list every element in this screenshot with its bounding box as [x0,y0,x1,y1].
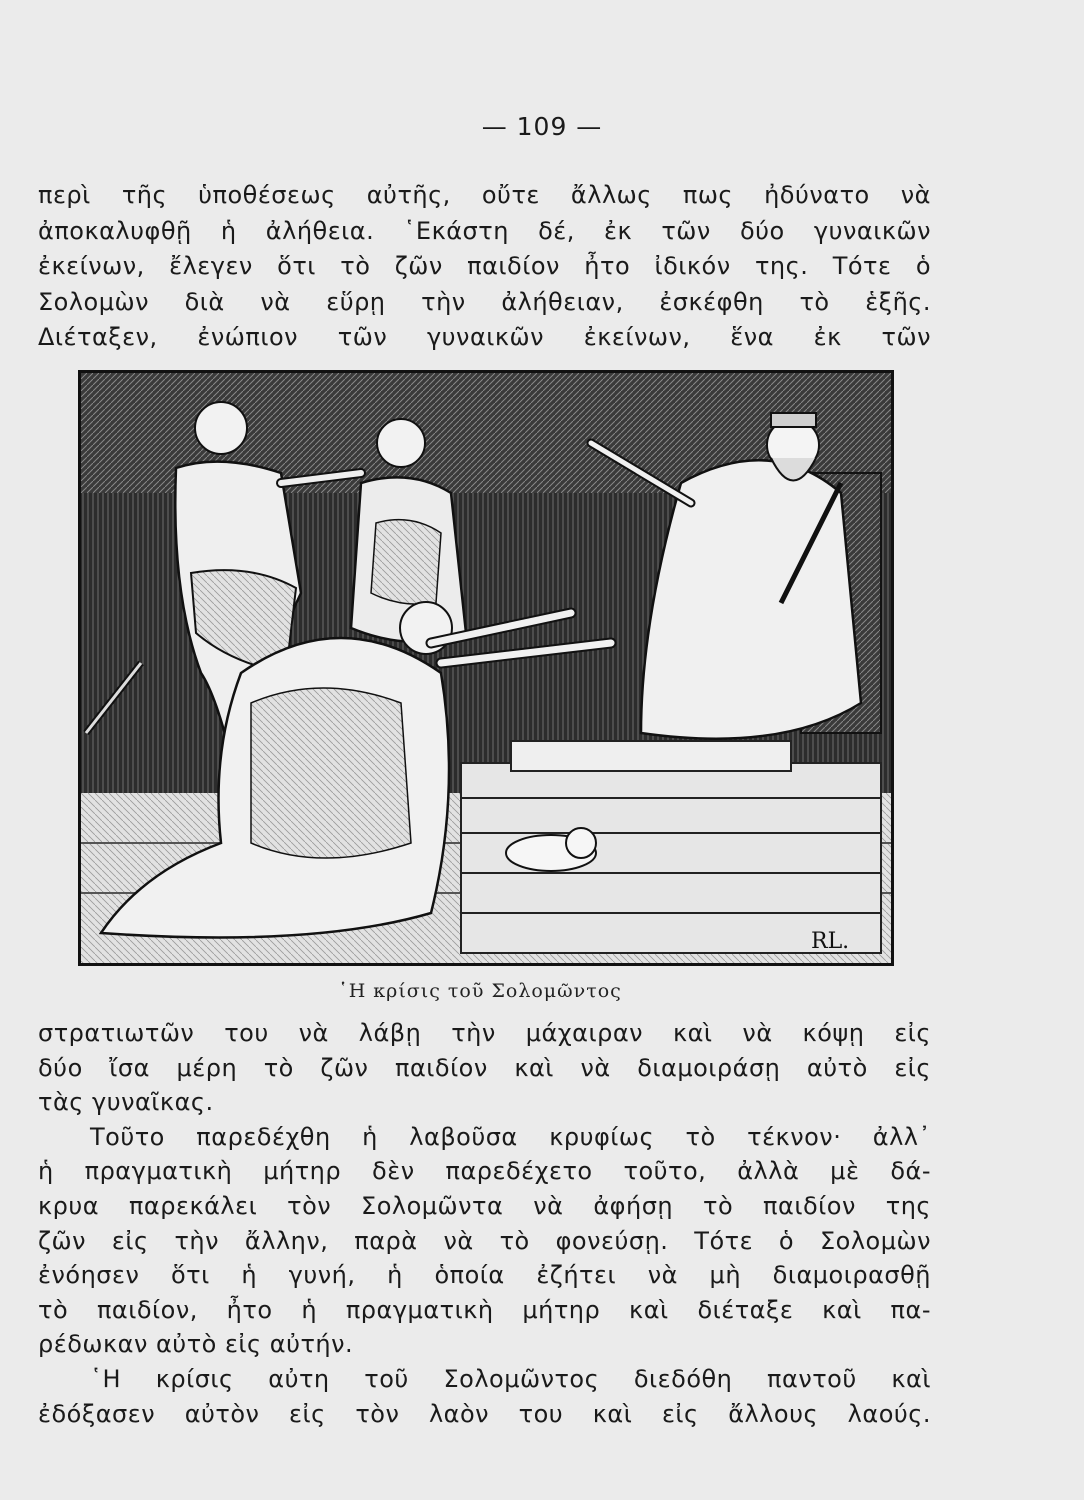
text-line: τὸ παιδίον, ἦτο ἡ πραγματικὴ μήτηρ καὶ διέταξε καὶ πα- [38,1295,931,1324]
text-line: ρέδωκαν αὐτὸ εἰς αὐτήν. [38,1330,354,1359]
page-number: — 109 — [481,112,603,141]
illustration-monogram: RL. [811,929,850,954]
text-line: στρατιωτῶν του νὰ λάβῃ τὴν μάχαιραν καὶ νὰ κόψῃ εἰς [38,1019,931,1047]
figure-caption: ῾Η κρίσις τοῦ Σολομῶντος [338,980,622,1002]
text-line: δύο ἴσα μέρη τὸ ζῶν παιδίον καὶ νὰ διαμοιράσῃ αὐτὸ εἰς [38,1053,931,1082]
illustration-judgment-of-solomon [78,370,894,966]
text-line: ζῶν εἰς τὴν ἄλλην, παρὰ νὰ τὸ φονεύσῃ. Τότε ὁ Σολομὼν [38,1226,931,1255]
text-line: κρυα παρεκάλει τὸν Σολομῶντα νὰ ἀφήσῃ τὸ παιδίον της [38,1191,931,1220]
text-line: ἐκείνων, ἔλεγεν ὅτι τὸ ζῶν παιδίον ἦτο ἰδικόν της. Τότε ὁ [38,252,931,280]
text-line: Σολομὼν διὰ νὰ εὕρῃ τὴν ἀλήθειαν, ἐσκέφθη τὸ ἑξῆς. [38,287,931,316]
text-line: ἐνόησεν ὅτι ἡ γυνή, ἡ ὁποία ἐζήτει νὰ μὴ διαμοιρασθῇ [38,1261,931,1290]
paragraph-top [38,178,931,356]
text-line: ἀποκαλυφθῇ ἡ ἀλήθεια. ῾Εκάστη δέ, ἐκ τῶν δύο γυναικῶν [38,216,931,245]
text-line: τὰς γυναῖκας. [38,1088,214,1117]
text-line: ἐδόξασεν αὐτὸν εἰς τὸν λαὸν του καὶ εἰς ἄλλους λαούς. [38,1399,931,1428]
paragraph-bottom [38,1016,931,1431]
text-line: ἡ πραγματικὴ μήτηρ δὲν παρεδέχετο τοῦτο, ἀλλὰ μὲ δά- [38,1157,931,1186]
text-line: ῾Η κρίσις αὐτη τοῦ Σολομῶντος διεδόθη παντοῦ καὶ [90,1364,931,1393]
text-line: περὶ τῆς ὑποθέσεως αὐτῆς, οὔτε ἄλλως πως ἠδύνατο νὰ [38,181,931,209]
text-line: Τοῦτο παρεδέχθη ἡ λαβοῦσα κρυφίως τὸ τέκνον· ἀλλ᾿ [90,1122,931,1151]
text-line: Διέταξεν, ἐνώπιον τῶν γυναικῶν ἐκείνων, ἕνα ἐκ τῶν [38,323,931,351]
